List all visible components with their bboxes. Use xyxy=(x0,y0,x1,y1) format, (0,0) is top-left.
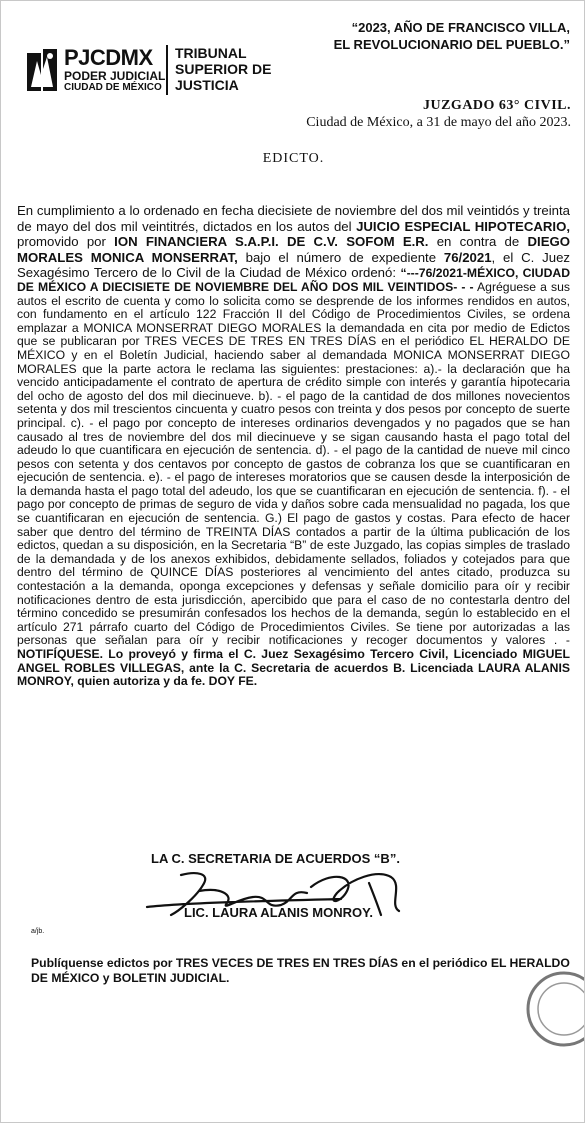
typist-initials: a/jb. xyxy=(31,928,45,935)
pjcdmx-logo-icon xyxy=(25,47,61,95)
official-motto xyxy=(334,19,570,53)
motto-line-1: “2023, AÑO DE FRANCISCO VILLA, xyxy=(351,20,570,35)
tribunal-line-1: TRIBUNAL xyxy=(175,45,247,61)
tribunal-line-2: SUPERIOR DE xyxy=(175,61,272,77)
signer-name: LIC. LAURA ALANIS MONROY. xyxy=(184,905,373,920)
logo-brand: PJCDMX xyxy=(64,45,153,70)
plaintiff-name: ION FINANCIERA S.A.P.I. DE C.V. SOFOM E.R. xyxy=(114,234,429,250)
logo-line-2: CIUDAD DE MÉXICO xyxy=(64,82,162,93)
intro-text-1: En cumplimiento a lo ordenado en fecha diecisiete de noviembre del dos mil veintidós y treinta de mayo del dos mil veintitrés, dictados en los autos del xyxy=(17,203,570,234)
notifiquese: NOTIFÍQUESE. xyxy=(17,647,103,661)
case-number: 76/2021 xyxy=(443,249,492,265)
intro-text-3: en contra de xyxy=(428,234,528,250)
auto-heading: “---76/2021-MÉXICO, CIUDAD DE MÉXICO A DIECISIETE DE NOVIEMBRE DEL AÑO DOS MIL VEINTIDOS- - - xyxy=(17,266,570,294)
document-title: EDICTO. xyxy=(262,151,325,166)
defendant-name: DIEGO MORALES MONICA MONSERRAT, xyxy=(17,234,570,265)
tribunal-line-3: JUSTICIA xyxy=(175,77,239,93)
closing-text: Lo proveyó y firma el C. Juez Sexagésimo Tercero Civil, Licenciado MIGUEL ANGEL ROBLES VILLEGAS, ante la C. Secretaria de acuerdos B. Licenciada LAURA ALANIS MONROY, quien autoriza y da fe. DOY FE. xyxy=(17,647,570,689)
auto-text: Agréguese a sus autos el escrito de cuenta y como lo solicita como se desprende de los informes rendidos en autos, con fundamento en el artículo 122 Fracción II del Código de Procedimientos Civiles, se ordena emplazar a MONICA MONSERRAT DIEGO MORALES la demandada en cita por medio de Edictos que se publicaran por TRES VECES DE TRES EN TRES DÍAS en el periódico EL HERALDO DE MÉXICO y en el Boletín Judicial, haciendo saber al demandada MONICA MONSERRAT DIEGO MORALES que la parte actora le reclama las siguientes: prestaciones: a).- la declaración que ha vencido anticipadamente el contrato de apertura de crédito simple con interés y garantía hipotecaria del ocho de agosto del dos mil diecinueve. b). - el pago de la cantidad de dos millones novecientos setenta y dos mil trescientos cincuenta y cuatro pesos con treinta y dos pesos por concepto de suerte principal. c). - el pago por concepto de intereses ordinarios devengados y no pagados que se han causado al tres de noviembre del dos mil diecinueve y se sigan causando hasta el pago total del adeudo lo que cuantificara en ejecución de sentencia. d). - el pago de la cantidad de nueve mil cinco pesos con setenta y dos centavos por concepto de gastos de cobranza los que se cuantificaran en ejecución de sentencia. e). - el pago de intereses moratorios que se causen desde la interposición de la demanda hasta el pago total del adeudo, los que se cuantificaran en ejecución de sentencia. f). - el pago por concepto de primas de seguro de vida y daños sobre cada mensualidad no pagada, los que se cuantificaran en ejecución de sentencia. G.) El pago de gastos y costas. Para efecto de hacer saber que dentro del término de TREINTA DÍAS contados a partir de la última publicación de los edictos, quedan a su disposición, en la Secretaria “B” de este Juzgado, las copias simples de traslado de la demandada y de los anexos exhibidos, debidamente sellados, foliados y cotejados para que dentro del término de QUINCE DÍAS posteriores al vencimiento del antes citado, produzca su contestación a la demanda, oponga excepciones y defensas y señale domicilio para oír y recibir notificaciones dentro de esta jurisdicción, apercibido que para el caso de no contestarla dentro del término concedido se presumirán confesados los hechos de la demanda, según lo establecido en el artículo 271 párrafo cuarto del Código de Procedimientos Civiles. Se tiene por autorizadas a las personas que señalan para oír y recibir notificaciones y recoger documentos y valores . - xyxy=(17,279,570,648)
signer-title: LA C. SECRETARIA DE ACUERDOS “B”. xyxy=(151,851,400,866)
logo-line-1: PODER JUDICIAL xyxy=(64,69,166,83)
motto-line-2: EL REVOLUCIONARIO DEL PUEBLO.” xyxy=(333,37,570,52)
intro-text-5: , el C. Juez Sexagésimo Tercero de lo Civil de la Ciudad de México ordenó: xyxy=(17,249,571,281)
tribunal-name xyxy=(175,45,271,93)
logo-divider xyxy=(166,45,168,95)
court-name: JUZGADO 63° CIVIL. xyxy=(422,98,571,113)
intro-text-4: bajo el número de expediente xyxy=(237,249,444,265)
intro-text-2: promovido por xyxy=(17,234,115,250)
juicio-type: JUICIO ESPECIAL HIPOTECARIO, xyxy=(356,218,570,234)
publication-notice: Publíquense edictos por TRES VECES DE TRES EN TRES DÍAS en el periódico EL HERALDO DE MÉXICO y BOLETIN JUDICIAL. xyxy=(31,956,570,985)
edict-body xyxy=(17,203,570,689)
court-seal-icon xyxy=(516,969,585,1049)
dateline: Ciudad de México, a 31 de mayo del año 2023. xyxy=(306,115,571,130)
